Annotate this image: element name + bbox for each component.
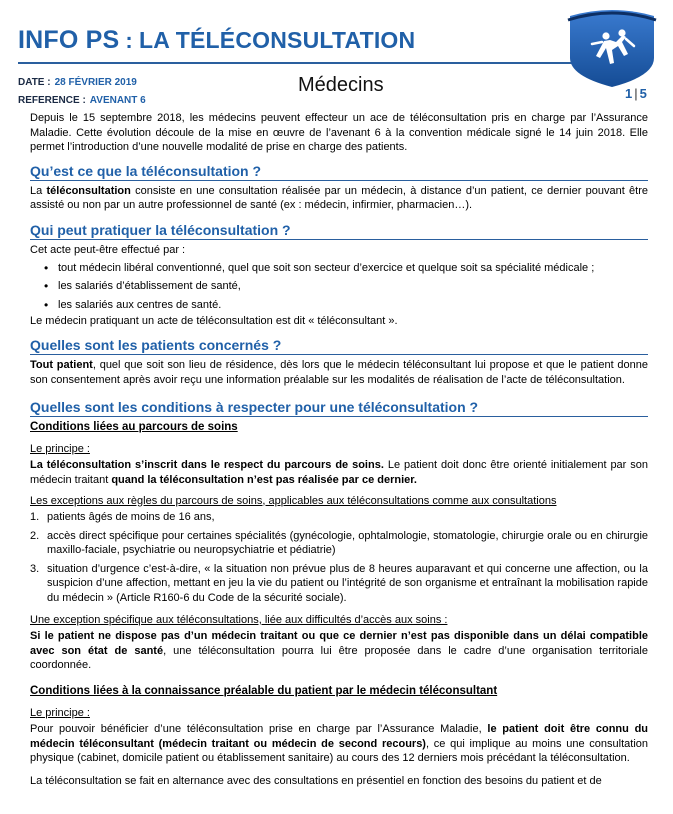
heading-conditions: Quelles sont les conditions à respecter pour une téléconsultation ? [30,399,648,417]
page-separator: | [634,86,638,101]
specific-exception-label: Une exception spécifique aux téléconsultations, liée aux difficultés d’accès aux soins : [30,613,448,626]
patients-strong: Tout patient [30,358,93,371]
exceptions-list [30,510,648,606]
page-current: 1 [625,86,633,101]
list-number: 2. [30,529,40,542]
title-subject: LA TÉLÉCONSULTATION [138,27,416,53]
heading-what-is: Qu’est ce que la téléconsultation ? [30,163,648,181]
assurance-maladie-logo-icon [566,6,658,88]
list-text: accès direct spécifique pour certaines spécialités (gynécologie, ophtalmologie, stomatologie, chirurgie orale ou en chirurgie maxillo-faciale, psychiatrie ou neuropsychiatrie et pédiatrie) [47,529,648,557]
principle-label: Le principe : [30,442,90,455]
date-value: 28 FÉVRIER 2019 [54,77,137,88]
heading-who-can: Qui peut pratiquer la téléconsultation ? [30,222,648,240]
teleconsultant-definition: Le médecin pratiquant un acte de téléconsultation est dit « téléconsultant ». [30,315,398,328]
who-lead: Cet acte peut-être effectué par : [30,243,186,256]
specific-exception-rest: , une téléconsultation pourra lui être proposée dans le cadre d’une organisation territoriale coordonnée. [30,644,648,672]
title-separator: : [125,28,133,53]
heading-patients: Quelles sont les patients concernés ? [30,337,648,355]
list-text: situation d’urgence c’est-à-dire, « la situation non prévue plus de 8 heures auparavant et qui concerne une affection, ou la suspicion d’une affection, mettant en jeu la vie du patient ou l’intégrité de son organisme et entraînant la mobilisation rapide du médecin » (Article R160-6 du Code de la sécurité sociale). [47,562,648,605]
principle-strong: La téléconsultation s’inscrit dans le respect du parcours de soins. [30,459,384,472]
patients-paragraph [30,358,648,387]
definition-rest: consiste en une consultation réalisée par un médecin, à distance d’un patient, ce dernier pouvant être assisté ou non par un autre professionnel de santé (ex : médecin, infirmier, pharmacien…). [30,184,649,212]
exceptions-label: Les exceptions aux règles du parcours de soins, applicables aux téléconsultations comme aux consultations [30,494,557,507]
document-body [30,111,648,789]
intro-paragraph: Depuis le 15 septembre 2018, les médecins peuvent effecteur un ace de téléconsultation pris en charge par l’Assurance Maladie. Cette évolution découle de la mise en œuvre de l’avenant 6 à la convention médicale signé le 14 juin 2018. Elle permet l’introduction d’une nouvelle modalité de prise en charge des patients. [30,112,648,154]
principle-mid: Le patient doit donc être orienté initialement par son médecin traitant [30,459,649,486]
list-item [30,510,648,525]
list-number: 3. [30,562,40,575]
specific-exception-paragraph [30,629,648,673]
date-label: DATE : [18,77,51,88]
audience-subtitle: Médecins [298,74,384,96]
subheading-prior-knowledge: Conditions liées à la connaissance préalable du patient par le médecin téléconsultant [30,685,498,698]
list-item: • les salariés aux centres de santé. [30,298,648,313]
date-line [18,77,137,88]
list-item: • tout médecin libéral conventionné, quel que soit son secteur d’exercice et quelque soit sa spécialité médicale ; [30,261,648,276]
principle-2-paragraph [30,722,648,766]
list-text: patients âgés de moins de 16 ans, [47,511,215,524]
reference-label: REFERENCE : [18,95,86,106]
principle-2-strong: le patient doit être connu du médecin téléconsultant (médecin traitant ou médecin de second recours) [30,723,649,750]
subheading-care-pathway: Conditions liées au parcours de soins [30,421,238,434]
list-item [30,529,648,558]
page-number [625,86,647,101]
title-underline [18,62,603,64]
alternation-paragraph: La téléconsultation se fait en alternance avec des consultations en présentiel en fonction des besoins du patient et de [30,775,602,787]
title-info-ps: INFO PS [18,26,120,54]
practitioner-list [30,261,648,313]
definition-paragraph [30,184,648,213]
definition-term: téléconsultation [46,184,131,197]
principle-2-rest: , ce qui implique au moins une consultation physique (cabinet, domicile patient ou établissement sanitaire) au cours des 12 derniers mois précédant la téléconsultation. [30,737,648,765]
reference-value: AVENANT 6 [89,95,146,106]
principle-2-pre: Pour pouvoir bénéficier d’une téléconsultation prise en charge par l’Assurance Maladie, [30,723,488,736]
list-item [30,562,648,606]
list-item: • les salariés d’établissement de santé, [30,279,648,294]
principle-2-label: Le principe : [30,706,90,719]
principle-paragraph [30,458,648,487]
reference-line [18,95,146,106]
definition-pre: La [30,184,47,197]
patients-rest: , quel que soit son lieu de résidence, dès lors que le médecin téléconsultant lui propose et que le patient donne son consentement après avoir reçu une information préalable sur les modalités de réalisation de l’acte de téléconsultation. [30,358,648,386]
list-number: 1. [30,511,40,524]
document-title [18,26,415,55]
principle-strong-2: quand la téléconsultation n’est pas réalisée par ce dernier. [111,473,417,486]
page-total: 5 [639,86,647,101]
specific-exception-strong: Si le patient ne dispose pas d’un médecin traitant ou que ce dernier n’est pas disponible dans un délai compatible avec son état de santé [30,630,648,657]
